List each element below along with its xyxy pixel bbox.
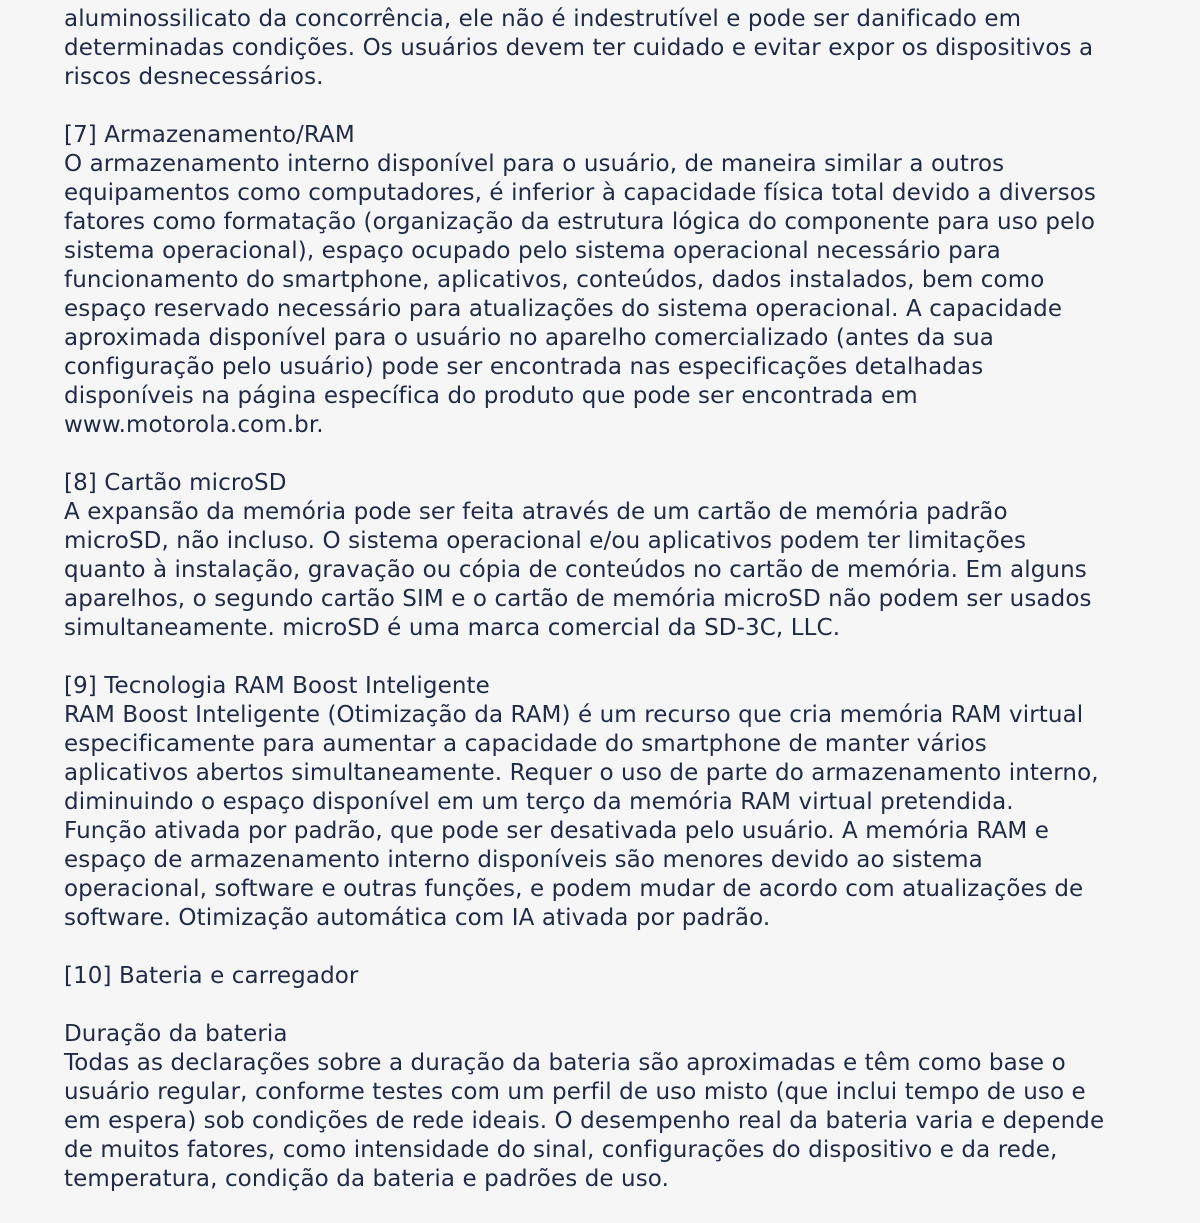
text-line: aparelhos, o segundo cartão SIM e o cartão de memória microSD não podem ser usados [64, 586, 1092, 612]
intro-paragraph [64, 5, 1154, 92]
text-line: temperatura, condição da bateria e padrões de uso. [64, 1166, 669, 1192]
text-line: software. Otimização automática com IA ativada por padrão. [64, 905, 771, 931]
text-line: espaço reservado necessário para atualizações do sistema operacional. A capacidade [64, 296, 1063, 322]
text-line: configuração pelo usuário) pode ser encontrada nas especificações detalhadas [64, 354, 984, 380]
text-line: operacional, software e outras funções, e podem mudar de acordo com atualizações de [64, 876, 1084, 902]
section-title: [7] Armazenamento/RAM [64, 122, 355, 148]
section-ram-boost [64, 672, 1154, 933]
text-line: O armazenamento interno disponível para o usuário, de maneira similar a outros [64, 151, 1005, 177]
text-line: em espera) sob condições de rede ideais. O desempenho real da bateria varia e depende [64, 1108, 1105, 1134]
text-line: especificamente para aumentar a capacidade do smartphone de manter vários [64, 731, 987, 757]
text-line: A expansão da memória pode ser feita através de um cartão de memória padrão [64, 499, 1008, 525]
text-line: fatores como formatação (organização da estrutura lógica do componente para uso pelo [64, 209, 1096, 235]
text-line: espaço de armazenamento interno disponíveis são menores devido ao sistema [64, 847, 983, 873]
section-storage-ram [64, 121, 1154, 440]
section-microsd [64, 469, 1154, 643]
section-title: [8] Cartão microSD [64, 470, 287, 496]
text-line: determinadas condições. Os usuários devem ter cuidado e evitar expor os dispositivos a [64, 35, 1094, 61]
text-line: simultaneamente. microSD é uma marca comercial da SD-3C, LLC. [64, 615, 841, 641]
text-line: Função ativada por padrão, que pode ser desativada pelo usuário. A memória RAM e [64, 818, 1049, 844]
text-line: aproximada disponível para o usuário no aparelho comercializado (antes da sua [64, 325, 994, 351]
text-line: de muitos fatores, como intensidade do sinal, configurações do dispositivo e da rede, [64, 1137, 1058, 1163]
text-line: sistema operacional), espaço ocupado pelo sistema operacional necessário para [64, 238, 1001, 264]
text-line: RAM Boost Inteligente (Otimização da RAM) é um recurso que cria memória RAM virtual [64, 702, 1084, 728]
text-line: aplicativos abertos simultaneamente. Requer o uso de parte do armazenamento interno, [64, 760, 1099, 786]
text-line: usuário regular, conforme testes com um perfil de uso misto (que inclui tempo de uso e [64, 1079, 1086, 1105]
text-line: aluminossilicato da concorrência, ele não é indestrutível e pode ser danificado em [64, 6, 1022, 32]
section-battery-charger [64, 962, 1154, 991]
text-line: riscos desnecessários. [64, 64, 324, 90]
section-battery-duration [64, 1020, 1154, 1194]
text-line: disponíveis na página específica do produto que pode ser encontrada em [64, 383, 918, 409]
text-line: microSD, não incluso. O sistema operacional e/ou aplicativos podem ter limitações [64, 528, 1027, 554]
section-subtitle: Duração da bateria [64, 1021, 288, 1047]
text-line: Todas as declarações sobre a duração da bateria são aproximadas e têm como base o [64, 1050, 1066, 1076]
text-line: equipamentos como computadores, é inferior à capacidade física total devido a diversos [64, 180, 1097, 206]
legal-notes-document [64, 5, 1154, 1223]
text-line: diminuindo o espaço disponível em um terço da memória RAM virtual pretendida. [64, 789, 1014, 815]
text-line: quanto à instalação, gravação ou cópia de conteúdos no cartão de memória. Em alguns [64, 557, 1087, 583]
section-title: [9] Tecnologia RAM Boost Inteligente [64, 673, 490, 699]
section-title: [10] Bateria e carregador [64, 963, 359, 989]
text-line: funcionamento do smartphone, aplicativos, conteúdos, dados instalados, bem como [64, 267, 1045, 293]
text-line: www.motorola.com.br. [64, 412, 324, 438]
